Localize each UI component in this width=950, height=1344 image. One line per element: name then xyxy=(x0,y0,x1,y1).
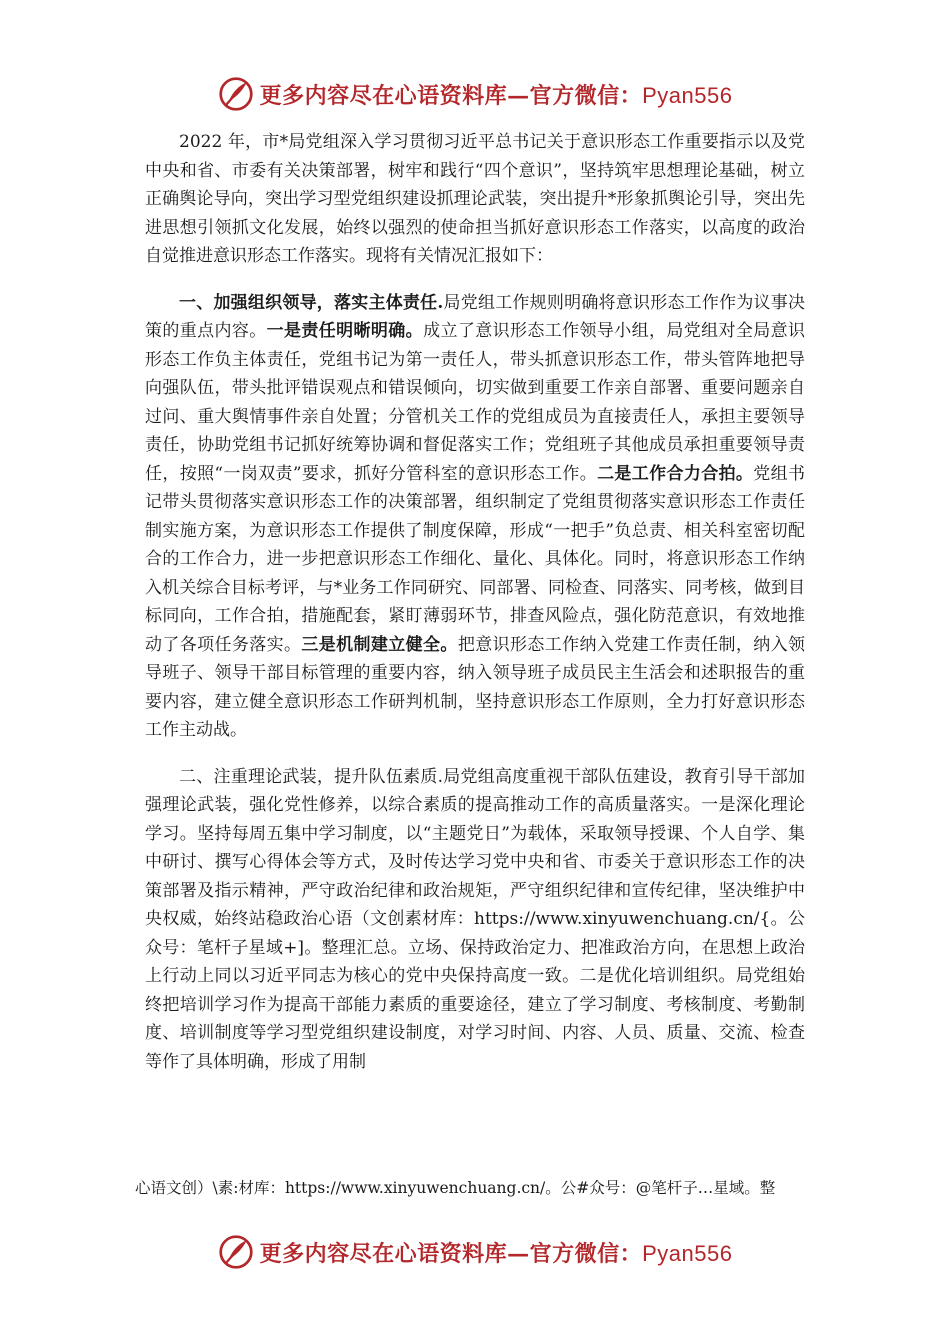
banner-wechat-id: Pyan556 xyxy=(642,1240,733,1266)
section-1-point-2: 二是工作合力合拍。 xyxy=(597,463,754,484)
section-1-heading: 一、加强组织领导，落实主体责任. xyxy=(179,292,444,313)
feather-pen-logo-icon xyxy=(218,76,254,112)
header-banner-content xyxy=(218,76,733,112)
footer-banner-text xyxy=(260,1237,733,1268)
section-1-text-1: 局党组工作规则明确将意识形态工作作为议事决策的重点内容。 xyxy=(145,292,806,341)
banner-wechat-id: Pyan556 xyxy=(642,82,733,108)
paragraph-intro: 2022 年，市*局党组深入学习贯彻习近平总书记关于意识形态工作重要指示以及党中央和省、市委有关决策部署，树牢和践行“四个意识”，坚持筑牢思想理论基础，树立正确舆论导向，突出学习型党组织建设抓理论武装，突出提升*形象抓舆论引导，突出先进思想引领抓文化发展，始终以强烈的使命担当抓好意识形态工作落实，以高度的政治自觉推进意识形态工作落实。现将有关情况汇报如下： xyxy=(145,132,805,266)
document-body xyxy=(145,128,805,1094)
footer-banner xyxy=(0,1230,950,1274)
banner-cn: 更多内容尽在心语资料库—官方微信： xyxy=(259,82,643,109)
paragraph-section-1 xyxy=(145,289,805,745)
banner-cn: 更多内容尽在心语资料库—官方微信： xyxy=(259,1240,643,1267)
feather-pen-logo-icon xyxy=(218,1234,254,1270)
section-1-text-3: 党组书记带头贯彻落实意识形态工作的决策部署，组织制定了党组贯彻落实意识形态工作责任制实施方案，为意识形态工作提供了制度保障，形成“一把手”负总责、相关科室密切配合的工作合力，进一步把意识形态工作细化、量化、具体化。同时，将意识形态工作纳入机关综合目标考评，与*业务工作同研究、同部署、同检查、同落实、同考核，做到目标同向，工作合拍，措施配套，紧盯薄弱环节，排查风险点，强化防范意识，有效地推动了各项任务落实。 xyxy=(145,463,806,655)
footer-banner-content xyxy=(218,1234,733,1270)
section-1-text-4: 把意识形态工作纳入党建工作责任制，纳入领导班子、领导干部目标管理的重要内容，纳入领导班子成员民主生活会和述职报告的重要内容，建立健全意识形态工作研判机制，坚持意识形态工作原则，全力打好意识形态工作主动战。 xyxy=(145,634,806,740)
header-banner-text xyxy=(260,79,733,110)
paragraph-section-2: 二、注重理论武装，提升队伍素质.局党组高度重视干部队伍建设，教育引导干部加强理论武装，强化党性修养，以综合素质的提高推动工作的高质量落实。一是深化理论学习。坚持每周五集中学习制度，以“主题党日”为载体，采取领导授课、个人自学、集中研讨、撰写心得体会等方式，及时传达学习党中央和省、市委关于意识形态工作的决策部署及指示精神，严守政治纪律和政治规矩，严守组织纪律和宣传纪律，坚决维护中央权威，始终站稳政治心语（文创素材库：https://www.xinyuwenchuang.cn/{。公众号：笔杆子星域+]。整理汇总。立场、保持政治定力、把准政治方向，在思想上政治上行动上同以习近平同志为核心的党中央保持高度一致。二是优化培训组织。局党组始终把培训学习作为提高干部能力素质的重要途径，建立了学习制度、考核制度、考勤制度、培训制度等学习型党组织建设制度，对学习时间、内容、人员、质量、交流、检查等作了具体明确，形成了用制 xyxy=(145,766,805,1072)
section-1-point-3: 三是机制建立健全。 xyxy=(301,634,458,655)
section-1-point-1: 一是责任明晰明确。 xyxy=(266,321,424,341)
header-banner xyxy=(0,72,950,116)
footer-note: 心语文创）\素:材库：https://www.xinyuwenchuang.cn/。公#众号：@笔杆子…星域。整 xyxy=(135,1179,776,1197)
section-1-text-2: 成立了意识形态工作领导小组，局党组对全局意识形态工作负主体责任，党组书记为第一责任人，带头抓意识形态工作，带头管阵地把导向强队伍，带头批评错误观点和错误倾向，切实做到重要工作亲自部署、重要问题亲自过问、重大舆情事件亲自处置；分管机关工作的党组成员为直接责任人，承担主要领导责任，协助党组书记抓好统筹协调和督促落实工作；党组班子其他成员承担重要领导责任，按照“一岗双责”要求，抓好分管科室的意识形态工作。 xyxy=(145,321,806,484)
